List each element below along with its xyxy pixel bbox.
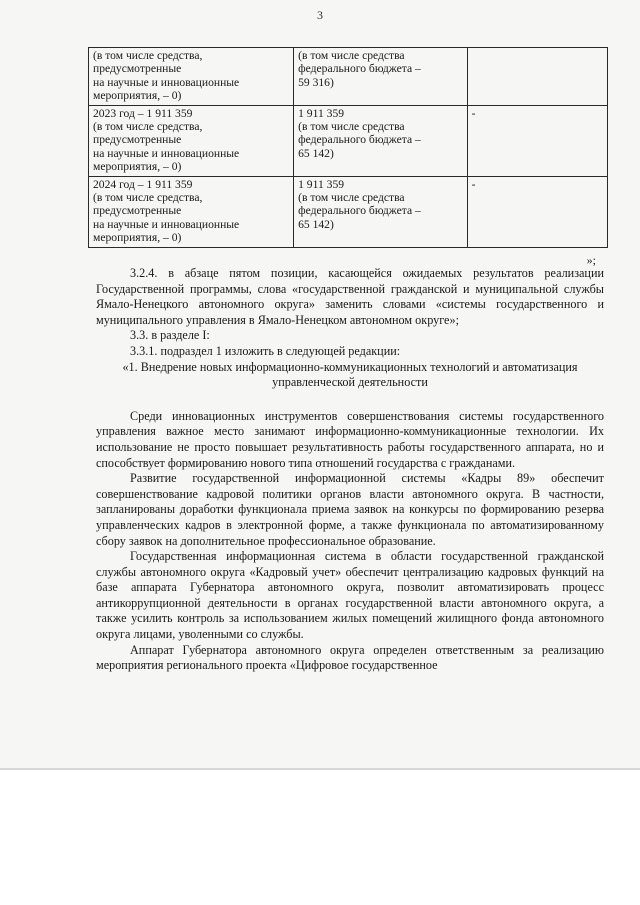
table-cell [467, 48, 607, 106]
paragraph-3-2-4: 3.2.4. в абзаце пятом позиции, касающейся ожидаемых результатов реализации Государственной программы, слова «государственной гражданской и муниципальной службы Ямало-Ненецкого автономного округа» заменить словами «системы государственного и муниципального управления в Ямало-Ненецком автономном округе»; [96, 266, 604, 327]
table-cell: 2024 год – 1 911 359 (в том числе средства, предусмотренные на научные и инновационные мероприятия, – 0) [89, 176, 294, 247]
table-cell: 1 911 359 (в том числе средства федерального бюджета – 65 142) [294, 105, 468, 176]
page-number: 3 [317, 8, 323, 22]
subsection-heading: «1. Внедрение новых информационно-коммуникационных технологий и автоматизация управленческой деятельности [122, 359, 578, 390]
table-cell: - [467, 105, 607, 176]
table-cell: (в том числе средства, предусмотренные на научные и инновационные мероприятия, – 0) [89, 48, 294, 106]
table-cell: 1 911 359 (в том числе средства федерального бюджета – 65 142) [294, 176, 468, 247]
closing-quote: »; [586, 253, 596, 267]
paragraph-3-3-1: 3.3.1. подраздел 1 изложить в следующей редакции: [130, 343, 401, 358]
scan-bottom-edge [0, 768, 640, 770]
document-body [96, 266, 604, 674]
paragraph-ict: Среди инновационных инструментов совершенствования системы государственного управления важное место занимают информационно-коммуникационные технологии. Их использование не просто повышает результативность работы государственного аппарата, но и способствует формированию нового типа отношений государства с гражданами. [96, 408, 604, 470]
table-cell: 2023 год – 1 911 359 (в том числе средства, предусмотренные на научные и инновационные мероприятия, – 0) [89, 105, 294, 176]
paragraph-kadry-89: Развитие государственной информационной системы «Кадры 89» обеспечит совершенствование кадровой политики органов власти автономного округа. В частности, запланированы доработки функционала приема заявок на конкурсы по формированию резерва управленческих кадров в электронной форме, а также функционала по автоматизированному сбору заявок на дополнительное профессиональное образование. [96, 471, 604, 548]
paragraph-kadrovy-uchet: Государственная информационная система в области государственной гражданской службы автономного округа «Кадровый учет» обеспечит централизацию кадровых функций на базе аппарата Губернатора автономного округа, позволит автоматизировать процесс антикоррупционной деятельности в органах государственной власти автономного округа, а также усилить контроль за использованием жилых помещений жилищного фонда автономного округа лицами, уволенными со службы. [96, 549, 604, 642]
table-cell: (в том числе средства федерального бюджета – 59 316) [294, 48, 468, 106]
spacer [96, 391, 604, 409]
table-cell: - [467, 176, 607, 247]
paragraph-apparat: Аппарат Губернатора автономного округа определен ответственным за реализацию мероприятия регионального проекта «Цифровое государственное [96, 642, 604, 673]
continuation-table [88, 47, 608, 248]
table-row [89, 176, 608, 247]
table-row [89, 105, 608, 176]
table-row [89, 48, 608, 106]
paragraph-3-3: 3.3. в разделе I: [130, 328, 210, 343]
